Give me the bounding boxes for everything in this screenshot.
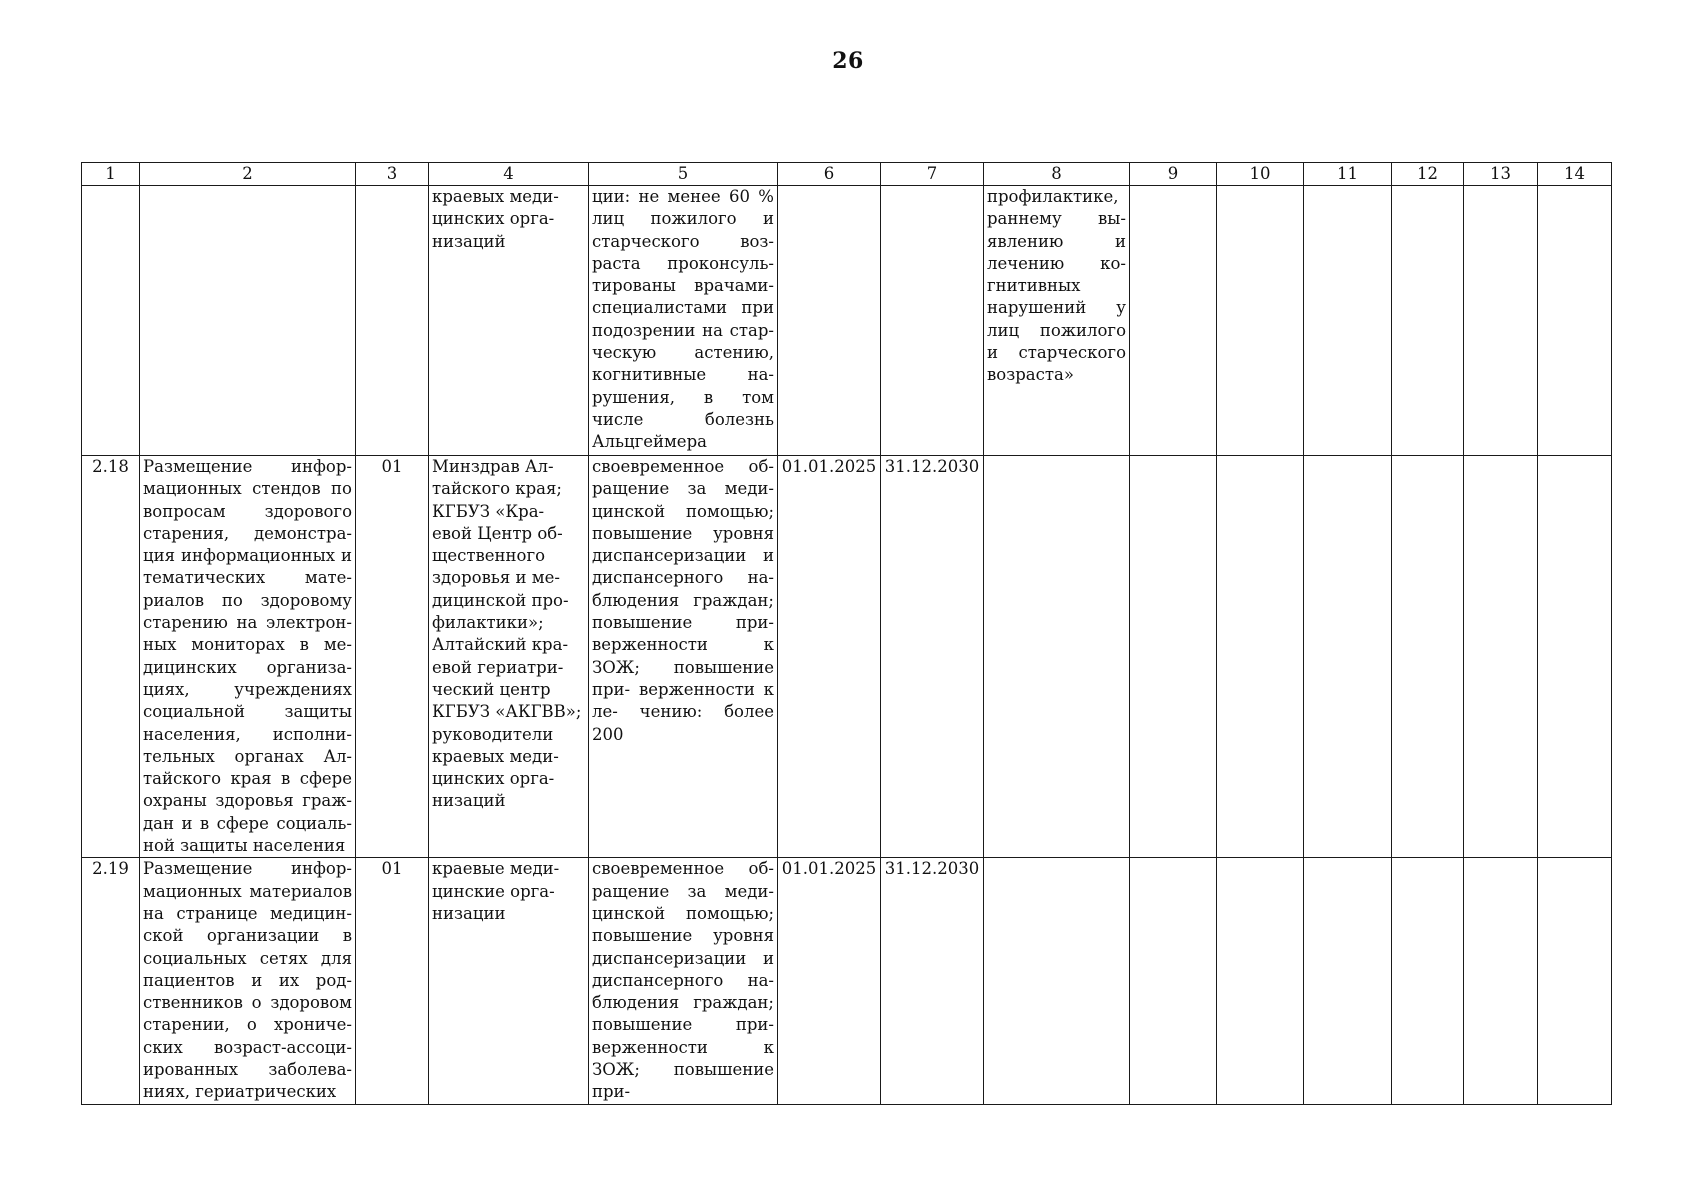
start-date-cell: 01.01.2025	[778, 456, 881, 858]
row-number: 2.18	[82, 456, 140, 858]
empty-cell	[1392, 456, 1464, 858]
responsible-cell: краевые меди- цинские орга- низации	[429, 858, 589, 1104]
page-number: 26	[832, 48, 864, 74]
column-header: 9	[1130, 163, 1217, 186]
result-cell: своевременное об- ращение за меди- цинской помощью; повышение уровня диспансеризации и диспансерного на- блюдения граждан; повышение при- верженности к ЗОЖ; повышение при-	[589, 858, 778, 1104]
column-header: 7	[881, 163, 984, 186]
empty-cell	[1217, 858, 1304, 1104]
empty-cell	[1464, 456, 1538, 858]
empty-cell	[1304, 456, 1392, 858]
plan-table	[81, 162, 1612, 1105]
empty-cell	[1304, 186, 1392, 456]
activity-cell: Размещение инфор- мационных материалов на странице медицин- ской организации в социальных сетях для пациентов и их род- ственников о здоровом старении, о хрониче- ских возраст-ассоци- ированных заболева- ниях, гериатрических	[140, 858, 356, 1104]
empty-cell	[1392, 186, 1464, 456]
activity-cell	[140, 186, 356, 456]
code-cell	[356, 186, 429, 456]
row-number: 2.19	[82, 858, 140, 1104]
column-header: 11	[1304, 163, 1392, 186]
header-row	[82, 163, 1612, 186]
empty-cell	[1538, 456, 1612, 858]
end-date-cell	[881, 186, 984, 456]
column-header: 1	[82, 163, 140, 186]
row-number	[82, 186, 140, 456]
column-header: 10	[1217, 163, 1304, 186]
result-cell: ции: не менее 60 % лиц пожилого и старческого воз- раста проконсуль- тированы врачами- специалистами при подозрении на стар- ческую астению, когнитивные на- рушения, в том числе болезнь Альцгеймера	[589, 186, 778, 456]
end-date-cell: 31.12.2030	[881, 456, 984, 858]
column-header: 14	[1538, 163, 1612, 186]
table-row	[82, 186, 1612, 456]
indicator-cell: профилактике, раннему вы- явлению и лечению ко- гнитивных нарушений у лиц пожилого и старческого возраста»	[984, 186, 1130, 456]
code-cell: 01	[356, 858, 429, 1104]
end-date-cell: 31.12.2030	[881, 858, 984, 1104]
empty-cell	[1217, 186, 1304, 456]
empty-cell	[1130, 858, 1217, 1104]
responsible-cell: Минздрав Ал- тайского края; КГБУЗ «Кра- евой Центр об- щественного здоровья и ме- дицинской про- филактики»; Алтайский кра- евой гериатри- ческий центр КГБУЗ «АКГВВ»; руководители краевых меди- цинских орга- низаций	[429, 456, 589, 858]
column-header: 3	[356, 163, 429, 186]
start-date-cell: 01.01.2025	[778, 858, 881, 1104]
activity-cell: Размещение инфор- мационных стендов по вопросам здорового старения, демонстра- ция информационных и тематических мате- риалов по здоровому старению на электрон- ных мониторах в ме- дицинских организа- циях, учреждениях социальной защиты населения, исполни- тельных органах Ал- тайского края в сфере охраны здоровья граж- дан и в сфере социаль- ной защиты населения	[140, 456, 356, 858]
column-header: 2	[140, 163, 356, 186]
table-row	[82, 456, 1612, 858]
start-date-cell	[778, 186, 881, 456]
empty-cell	[1464, 858, 1538, 1104]
empty-cell	[1130, 456, 1217, 858]
indicator-cell	[984, 858, 1130, 1104]
responsible-cell: краевых меди- цинских орга- низаций	[429, 186, 589, 456]
table-row	[82, 858, 1612, 1104]
empty-cell	[1217, 456, 1304, 858]
code-cell: 01	[356, 456, 429, 858]
column-header: 5	[589, 163, 778, 186]
column-header: 6	[778, 163, 881, 186]
column-header: 13	[1464, 163, 1538, 186]
column-header: 8	[984, 163, 1130, 186]
indicator-cell	[984, 456, 1130, 858]
result-cell: своевременное об- ращение за меди- цинской помощью; повышение уровня диспансеризации и диспансерного на- блюдения граждан; повышение при- верженности к ЗОЖ; повышение при- верженности к ле- чению: более 200	[589, 456, 778, 858]
empty-cell	[1304, 858, 1392, 1104]
empty-cell	[1130, 186, 1217, 456]
empty-cell	[1392, 858, 1464, 1104]
empty-cell	[1464, 186, 1538, 456]
empty-cell	[1538, 186, 1612, 456]
column-header: 12	[1392, 163, 1464, 186]
empty-cell	[1538, 858, 1612, 1104]
column-header: 4	[429, 163, 589, 186]
